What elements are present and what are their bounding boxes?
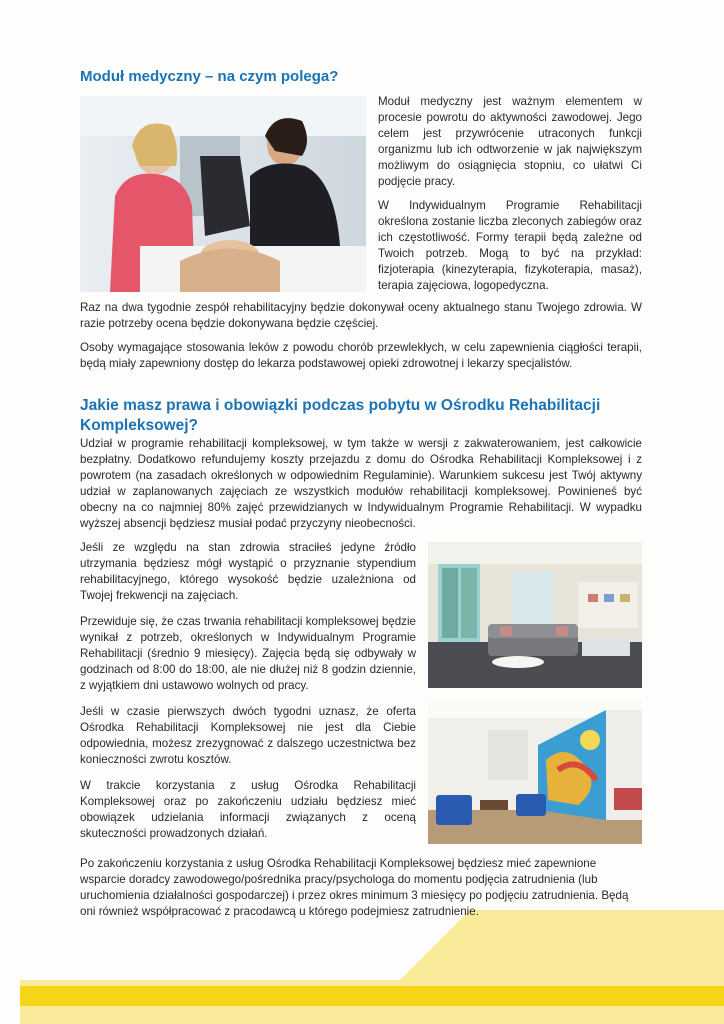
paragraph: W trakcie korzystania z usług Ośrodka Rehabilitacji Kompleksowej oraz po zakończeniu udziału będziesz mieć obowiązek udzielania informacji związanych z oceną skuteczności prowadzonych działań.	[80, 779, 416, 840]
paragraph: Moduł medyczny jest ważnym elementem w procesie powrotu do aktywności zawodowej. Jego celem jest przywrócenie utraconych funkcji organizmu lub ich odtworzenie w jak największym możliwym do osiągnięcia stopniu, co ułatwi Ci podjęcie pracy.	[378, 95, 642, 188]
paragraph: Raz na dwa tygodnie zespół rehabilitacyjny będzie dokonywał oceny aktualnego stanu Twojego zdrowia. W razie potrzeby ocena będzie dokonywana będzie częściej.	[80, 301, 642, 330]
photo-waiting-room	[428, 700, 642, 844]
paragraph: Jeśli w czasie pierwszych dwóch tygodni uznasz, że oferta Ośrodka Rehabilitacji Kompleksowej nie jest dla Ciebie odpowiednia, możesz zrezygnować z dalszego uczestnictwa bez konieczności zwrotu kosztów.	[80, 705, 416, 766]
photo-lounge-room	[428, 542, 642, 688]
rights-closing-paragraph: Po zakończeniu korzystania z usług Ośrodka Rehabilitacji Kompleksowej będziesz mieć zapewnione wsparcie doradcy zawodowego/pośrednika pracy/psychologa do momentu podjęcia zatrudnienia (lub uruchomienia działalności gospodarczej) i przez okres minimum 3 miesięcy po podjęciu zatrudnienia. Będą oni również współpracować z pracodawcą u którego podejmiesz zatrudnienie.	[80, 857, 629, 918]
section-heading-medical-module: Moduł medyczny – na czym polega?	[80, 68, 339, 85]
medical-module-notes	[80, 300, 642, 372]
photo-physiotherapy-session	[80, 96, 366, 292]
paragraph: Przewiduje się, że czas trwania rehabilitacji kompleksowej będzie wynikał z potrzeb, określonych w Indywidualnym Programie Rehabilitacji (średnio 9 miesięcy). Zajęcia będą się odbywały w godzinach od 8:00 do 18:00, ale nie dłużej niż 8 godzin dziennie, z wyjątkiem dni ustawowo wolnych od pracy.	[80, 615, 416, 692]
paragraph: W Indywidualnym Programie Rehabilitacji określona zostanie liczba zleconych zabiegów oraz ich częstotliwość. Formy terapii będą zależne od Twoich potrzeb. Mogą to być na przykład: fizjoterapia (kinezyterapia, fizykoterapia, masaż), terapia zajęciowa, logopedyczna.	[378, 199, 642, 292]
rights-intro: Udział w programie rehabilitacji kompleksowej, w tym także w wersji z zakwaterowaniem, jest całkowicie bezpłatny. Dodatkowo refundujemy koszty przejazdu z domu do Ośrodka Rehabilitacji Kompleksowej i z powrotem (na zasadach określonych w odpowiednim Regulaminie). Warunkiem sukcesu jest Twój aktywny udział w zaplanowanych zajęciach ze wszystkich modułów rehabilitacji kompleksowej. Powinieneś być obecny na co najmniej 80% zajęć przewidzianych w Indywidualnym Programie Rehabilitacji. W wypadku wyższej absencji będziesz musiał podać przyczyny nieobecności.	[80, 437, 642, 530]
section-heading-rights-duties: Jakie masz prawa i obowiązki podczas pobytu w Ośrodku Rehabilitacji Kompleksowej?	[80, 397, 601, 434]
medical-module-column	[378, 94, 642, 294]
paragraph: Osoby wymagające stosowania leków z powodu chorób przewlekłych, w celu zapewnienia ciągłości terapii, będą miały zapewniony dostęp do lekarza podstawowej opieki zdrowotnej i lekarzy specjalistów.	[80, 341, 642, 370]
paragraph: Jeśli ze względu na stan zdrowia straciłeś jedyne źródło utrzymania będziesz mógł wystąpić o przyznanie stypendium rehabilitacyjnego, którego wysokość będzie uzależniona od Twojej frekwencji na zajęciach.	[80, 541, 416, 602]
rights-left-column	[80, 540, 416, 842]
